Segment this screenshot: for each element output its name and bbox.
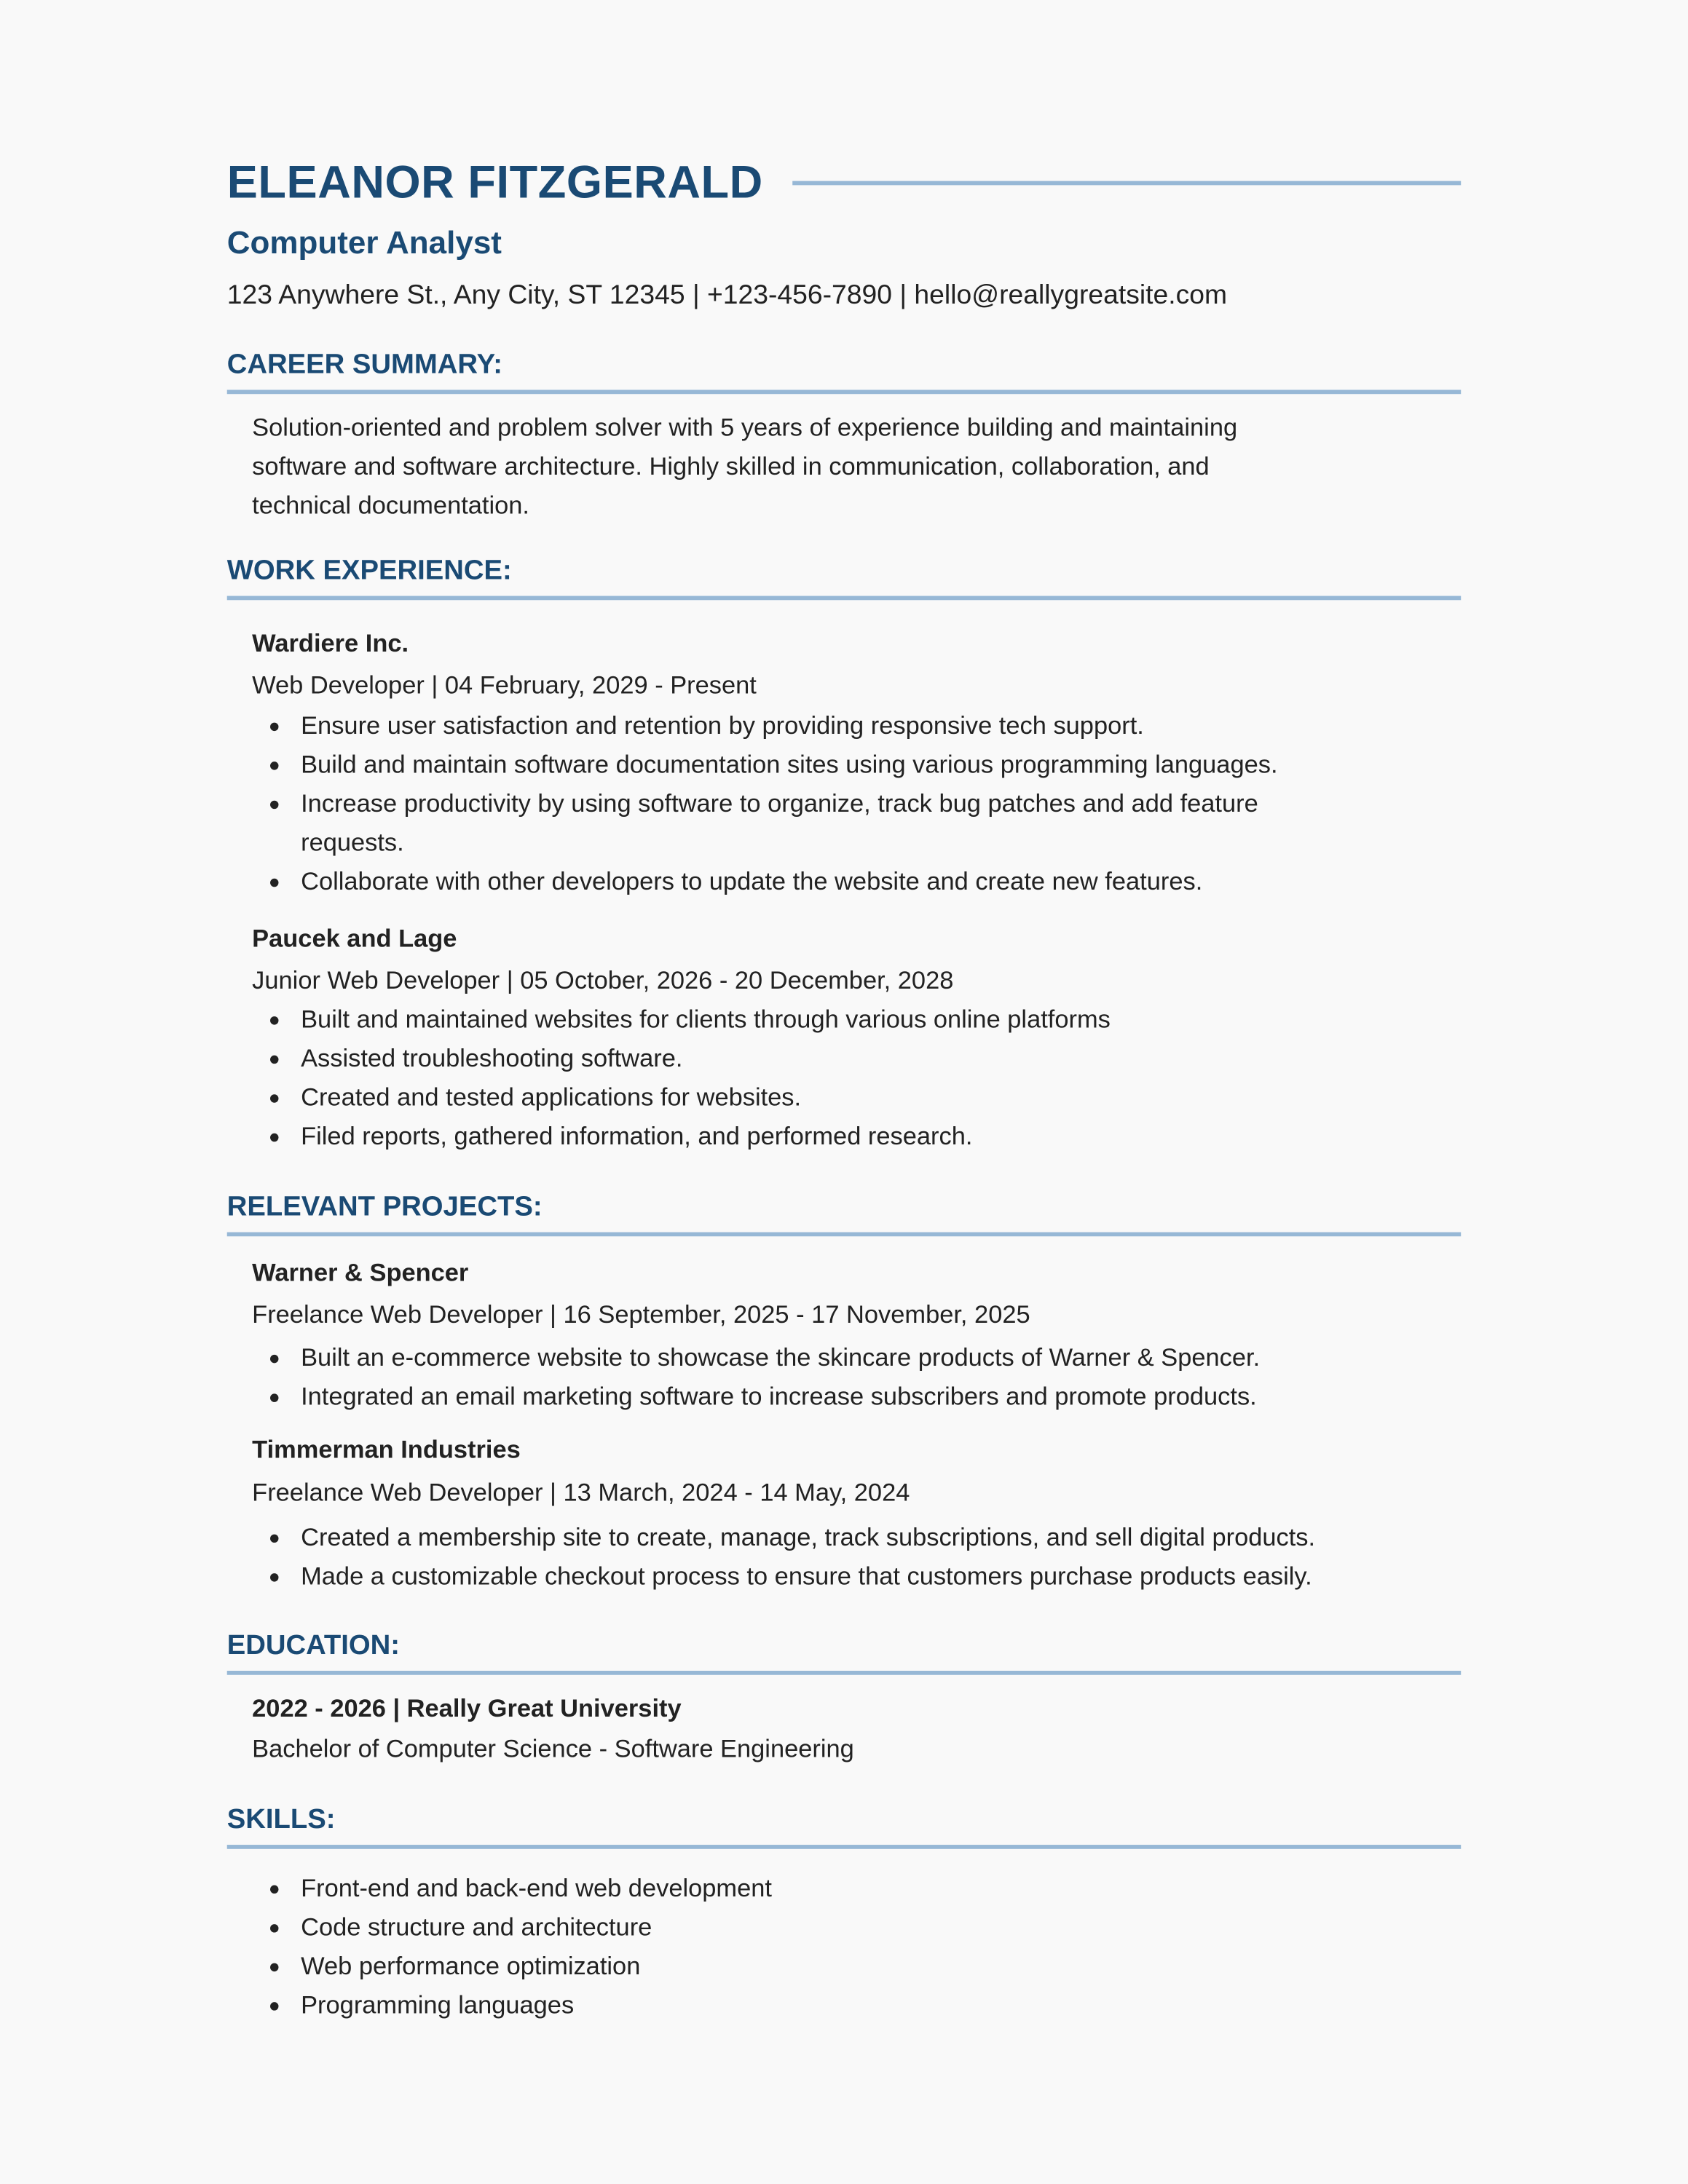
career-summary-heading: CAREER SUMMARY: (226, 349, 502, 381)
section-rule (227, 1671, 1461, 1675)
skill-item: Code structure and architecture (301, 1907, 652, 1947)
bullet-item: Filed reports, gathered information, and performed research. (301, 1117, 972, 1156)
bullet-item: Created a membership site to create, manage, track subscriptions, and sell digital products. (301, 1518, 1315, 1557)
education-school: 2022 - 2026 | Really Great University (252, 1694, 682, 1722)
name-divider (792, 181, 1461, 185)
section-rule (227, 1845, 1461, 1849)
bullet-item: Integrated an email marketing software to increase subscribers and promote products. (301, 1377, 1257, 1416)
company-name: Paucek and Lage (252, 924, 457, 953)
section-rule (227, 390, 1461, 395)
section-rule (227, 1233, 1461, 1237)
bullet-continuation: requests. (301, 828, 404, 857)
bullet-item: Created and tested applications for websites. (301, 1077, 801, 1117)
job-role-dates: Web Developer | 04 February, 2029 - Present (252, 670, 757, 700)
bullet-item: Made a customizable checkout process to ensure that customers purchase products easily. (301, 1556, 1312, 1596)
candidate-name: ELEANOR FITZGERALD (226, 156, 763, 207)
education-degree: Bachelor of Computer Science - Software Engineering (252, 1734, 854, 1763)
section-rule (227, 596, 1461, 601)
skills-heading: SKILLS: (226, 1804, 336, 1835)
project-role-dates: Freelance Web Developer | 13 March, 2024 - 14 May, 2024 (252, 1479, 910, 1507)
project-client: Timmerman Industries (252, 1435, 521, 1464)
bullet-item: Built and maintained websites for clients through various online platforms (301, 1000, 1111, 1039)
summary-line: Solution-oriented and problem solver with 5 years of experience building and maintaining (252, 414, 1238, 442)
company-name: Wardiere Inc. (252, 629, 409, 657)
skill-item: Front-end and back-end web development (301, 1869, 772, 1908)
education-heading: EDUCATION: (226, 1630, 401, 1661)
bullet-item: Increase productivity by using software to organize, track bug patches and add feature (301, 784, 1258, 823)
bullet-item: Assisted troubleshooting software. (301, 1039, 682, 1078)
skill-item: Programming languages (301, 1985, 574, 2025)
bullet-item: Ensure user satisfaction and retention by providing responsive tech support. (301, 706, 1144, 745)
skill-item: Web performance optimization (301, 1947, 640, 1986)
work-experience-heading: WORK EXPERIENCE: (226, 555, 512, 587)
projects-heading: RELEVANT PROJECTS: (226, 1192, 543, 1223)
summary-line: software and software architecture. Highly skilled in communication, collaboration, and (252, 452, 1210, 480)
bullet-item: Collaborate with other developers to update the website and create new features. (301, 862, 1202, 901)
job-title: Computer Analyst (226, 223, 502, 261)
project-role-dates: Freelance Web Developer | 16 September, 2025 - 17 November, 2025 (252, 1300, 1030, 1329)
contact-info: 123 Anywhere St., Any City, ST 12345 | +123-456-7890 | hello@reallygreatsite.com (226, 280, 1228, 311)
summary-line: technical documentation. (252, 491, 529, 520)
bullet-item: Built an e-commerce website to showcase the skincare products of Warner & Spencer. (301, 1338, 1260, 1377)
bullet-item: Build and maintain software documentation sites using various programming languages. (301, 745, 1277, 784)
project-client: Warner & Spencer (252, 1258, 469, 1287)
job-role-dates: Junior Web Developer | 05 October, 2026 - 20 December, 2028 (252, 966, 954, 994)
